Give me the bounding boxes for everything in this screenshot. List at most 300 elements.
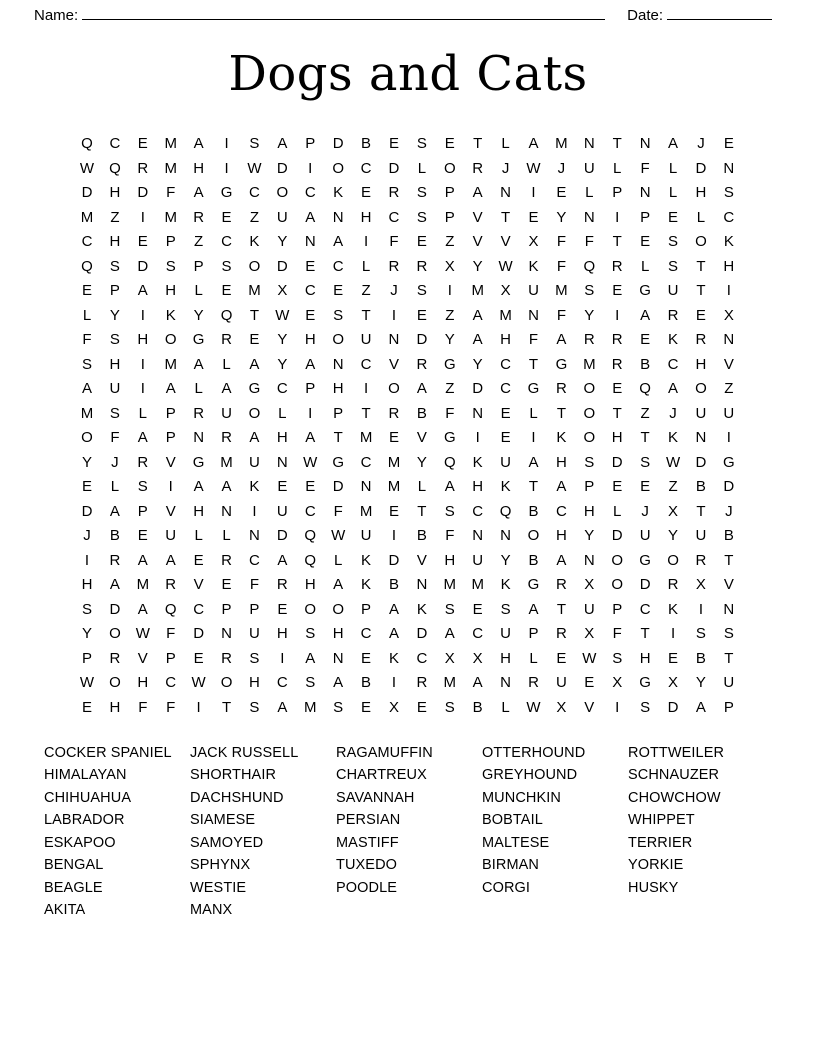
word-list-item[interactable]: CHARTREUX [336, 767, 427, 783]
grid-cell: O [109, 625, 121, 642]
grid-cell: C [500, 380, 512, 397]
word-list-column [336, 742, 482, 922]
grid-row [78, 210, 738, 226]
grid-cell: L [417, 478, 427, 495]
grid-cell: D [695, 453, 707, 471]
grid-cell: M [164, 135, 177, 152]
word-list-column [482, 742, 628, 922]
grid-cell: N [472, 527, 484, 544]
word-list-item[interactable]: BEAGLE [44, 879, 103, 896]
grid-cell: I [615, 208, 620, 226]
word-list-item[interactable]: SAMOYED [190, 834, 264, 851]
grid-cell: X [668, 674, 679, 691]
grid-cell: D [416, 331, 428, 348]
word-list-item[interactable]: PERSIAN [336, 812, 401, 828]
grid-cell: Y [500, 551, 511, 569]
grid-cell: P [81, 649, 92, 667]
grid-cell: H [639, 649, 651, 667]
grid-cell: N [472, 404, 484, 422]
grid-cell: O [109, 674, 121, 691]
grid-cell: I [475, 429, 480, 446]
grid-cell: I [196, 698, 201, 716]
grid-cell: U [555, 674, 567, 691]
grid-cell: P [640, 208, 651, 226]
grid-cell: C [388, 208, 400, 226]
grid-cell: O [695, 380, 707, 397]
grid-cell: Q [304, 551, 317, 569]
grid-cell: E [361, 698, 372, 716]
grid-cell: F [166, 698, 176, 716]
grid-cell: R [695, 551, 707, 569]
grid-cell: W [331, 527, 346, 544]
date-blank-line [667, 6, 772, 20]
grid-cell: F [333, 502, 343, 520]
grid-cell: L [278, 404, 287, 422]
grid-cell: Y [444, 331, 455, 348]
grid-cell: H [276, 429, 288, 446]
grid-cell: A [305, 355, 316, 373]
grid-cell: Y [277, 233, 288, 250]
grid-cell: G [332, 453, 344, 471]
grid-cell: B [472, 698, 483, 716]
grid-cell: S [333, 306, 344, 324]
name-blank-line [82, 6, 605, 20]
grid-cell: Y [668, 527, 679, 544]
grid-cell: R [695, 331, 707, 348]
grid-cell: T [612, 404, 622, 422]
grid-cell: R [193, 404, 205, 422]
grid-cell: A [137, 551, 148, 569]
grid-cell: W [275, 306, 290, 324]
grid-cell: J [669, 404, 677, 422]
grid-cell: A [305, 649, 316, 667]
grid-cell: J [697, 135, 705, 152]
grid-cell: E [333, 282, 344, 299]
grid-row [78, 626, 738, 642]
grid-row [78, 161, 738, 177]
grid-row [78, 553, 738, 569]
grid-cell: U [109, 380, 121, 397]
word-list-item[interactable]: SHORTHAIR [190, 767, 277, 783]
grid-cell: C [667, 355, 679, 373]
grid-cell: T [724, 649, 734, 667]
grid-cell: H [555, 453, 567, 471]
grid-cell: U [723, 404, 735, 422]
grid-cell: T [361, 404, 371, 422]
grid-cell: R [221, 649, 232, 667]
grid-cell: E [249, 331, 260, 348]
grid-cell: S [249, 649, 260, 667]
word-list-item[interactable]: MANX [190, 902, 233, 918]
grid-cell: O [611, 576, 624, 593]
grid-cell: Y [81, 625, 92, 642]
grid-cell: W [79, 674, 95, 691]
grid-cell: A [81, 380, 92, 397]
grid-cell: D [137, 257, 149, 275]
grid-cell: Y [472, 257, 483, 275]
word-list-column [44, 742, 190, 922]
grid-cell: E [416, 233, 427, 250]
grid-cell: S [416, 135, 427, 152]
grid-cell: N [332, 649, 344, 667]
grid-cell: P [137, 502, 148, 520]
grid-cell: W [247, 159, 262, 177]
grid-cell: S [584, 282, 595, 299]
grid-cell: I [224, 135, 229, 152]
grid-cell: F [556, 306, 566, 324]
grid-cell: B [109, 527, 120, 544]
word-list-item[interactable]: MUNCHKIN [482, 789, 561, 806]
grid-cell: M [555, 282, 568, 299]
grid-cell: O [443, 159, 456, 177]
grid-cell: A [528, 600, 539, 618]
grid-cell: I [615, 306, 620, 324]
grid-cell: C [221, 233, 232, 250]
grid-cell: I [615, 698, 620, 716]
grid-cell: C [304, 184, 316, 201]
grid-cell: I [391, 306, 397, 324]
grid-cell: A [556, 551, 567, 569]
grid-cell: L [110, 478, 120, 495]
grid-cell: K [556, 429, 567, 446]
grid-row [78, 234, 738, 250]
grid-cell: I [168, 478, 173, 495]
word-list-item[interactable]: POODLE [336, 879, 398, 896]
grid-cell: A [193, 355, 204, 373]
grid-cell: R [416, 257, 428, 275]
grid-cell: T [417, 502, 427, 520]
grid-cell: A [668, 135, 679, 152]
grid-cell: R [416, 355, 428, 373]
grid-cell: I [531, 184, 536, 201]
grid-cell: S [500, 600, 511, 618]
grid-cell: A [416, 380, 427, 397]
grid-cell: Z [445, 380, 455, 397]
word-list-item[interactable]: RAGAMUFFIN [336, 744, 433, 761]
grid-cell: Q [81, 257, 93, 275]
grid-cell: X [695, 576, 706, 593]
grid-cell: M [583, 355, 596, 373]
grid-cell: O [248, 404, 261, 422]
grid-row [78, 259, 738, 275]
grid-cell: X [584, 625, 595, 642]
word-list-item[interactable]: MASTIFF [336, 834, 399, 851]
grid-cell: L [613, 159, 622, 177]
grid-cell: B [388, 576, 399, 593]
grid-cell: X [472, 649, 483, 667]
grid-cell: G [527, 576, 540, 593]
grid-cell: S [305, 674, 316, 691]
grid-cell: E [137, 135, 148, 152]
grid-cell: R [583, 331, 595, 348]
grid-cell: L [696, 208, 706, 226]
grid-cell: H [276, 625, 288, 642]
word-list-item[interactable]: CHOWCHOW [628, 789, 721, 806]
grid-cell: H [304, 576, 316, 593]
grid-cell: N [639, 135, 651, 152]
grid-cell: R [611, 331, 623, 348]
grid-cell: N [583, 135, 595, 152]
grid-cell: D [611, 527, 623, 544]
grid-cell: X [556, 698, 567, 716]
grid-cell: K [249, 478, 260, 495]
grid-cell: E [221, 282, 232, 299]
grid-cell: F [445, 404, 455, 422]
grid-cell: A [528, 135, 539, 152]
grid-cell: H [611, 429, 623, 446]
grid-cell: V [472, 208, 483, 226]
word-list-item[interactable]: ESKAPOO [44, 834, 116, 851]
grid-cell: D [109, 600, 121, 618]
grid-cell: A [472, 331, 483, 348]
grid-cell: U [360, 527, 372, 544]
grid-cell: M [80, 208, 94, 226]
grid-cell: V [388, 355, 399, 373]
grid-cell: X [444, 257, 455, 275]
grid-cell: N [332, 355, 344, 373]
grid-cell: K [361, 576, 372, 593]
grid-cell: A [305, 208, 316, 226]
grid-cell: A [333, 674, 344, 691]
grid-cell: B [695, 478, 706, 495]
grid-cell: P [305, 380, 316, 397]
word-list-item[interactable]: AKITA [44, 902, 86, 918]
word-list-item[interactable]: BENGAL [44, 857, 104, 873]
grid-cell: T [640, 429, 650, 446]
grid-cell: B [640, 355, 651, 373]
grid-cell: F [556, 233, 566, 250]
word-list-item[interactable]: WHIPPET [628, 812, 695, 828]
grid-cell: R [528, 674, 539, 691]
header [0, 0, 816, 24]
grid-cell: S [668, 257, 679, 275]
word-list-item[interactable]: BOBTAIL [482, 812, 543, 828]
grid-cell: D [472, 380, 484, 397]
grid-cell: W [303, 453, 318, 471]
word-list-item[interactable]: ROTTWEILER [628, 744, 725, 761]
grid-cell: N [583, 551, 595, 569]
grid-cell: I [698, 600, 704, 618]
grid-cell: T [528, 355, 539, 373]
grid-cell: F [249, 576, 260, 593]
grid-cell: E [556, 649, 567, 667]
grid-cell: U [276, 502, 288, 520]
grid-cell: S [416, 208, 427, 226]
grid-cell: H [165, 282, 177, 299]
grid-cell: I [391, 674, 397, 691]
grid-cell: R [388, 257, 400, 275]
grid-cell: I [252, 502, 257, 520]
grid-cell: A [277, 698, 288, 716]
word-list-item[interactable]: HIMALAYAN [44, 767, 127, 783]
grid-cell: R [667, 306, 679, 324]
grid-cell: E [500, 429, 511, 446]
grid-cell: H [193, 159, 205, 177]
word-list-item[interactable]: TERRIER [628, 834, 693, 851]
grid-cell: I [308, 159, 313, 177]
grid-cell: Q [639, 380, 651, 397]
grid-cell: K [500, 576, 511, 593]
grid-cell: K [165, 306, 176, 324]
grid-cell: R [611, 355, 623, 373]
grid-cell: E [305, 306, 316, 324]
grid-cell: J [111, 453, 119, 471]
grid-cell: D [723, 478, 735, 495]
word-list-item[interactable]: SIAMESE [190, 812, 256, 828]
grid-cell: E [388, 135, 399, 152]
grid-cell: A [305, 429, 316, 446]
grid-cell: H [500, 331, 512, 348]
word-list-item[interactable]: CORGI [482, 879, 531, 896]
grid-cell: O [583, 380, 596, 397]
grid-cell: U [639, 527, 651, 544]
grid-cell: S [416, 184, 427, 201]
grid-cell: S [695, 625, 706, 642]
grid-cell: Y [695, 674, 706, 691]
word-list-item[interactable]: OTTERHOUND [482, 744, 586, 761]
grid-cell: F [556, 257, 566, 275]
grid-cell: Z [724, 380, 734, 397]
word-list-item[interactable]: SPHYNX [190, 857, 251, 873]
grid-cell: C [723, 208, 735, 226]
word-list-item[interactable]: MALTESE [482, 834, 550, 851]
grid-cell: O [332, 331, 344, 348]
grid-cell: I [363, 380, 369, 397]
grid-row [78, 528, 738, 544]
grid-cell: Q [304, 527, 317, 544]
grid-cell: E [193, 649, 204, 667]
grid-cell: C [416, 649, 428, 667]
grid-cell: X [584, 576, 595, 593]
grid-cell: J [557, 159, 566, 177]
grid-cell: M [471, 576, 484, 593]
grid-row [78, 577, 738, 593]
grid-cell: T [696, 257, 706, 275]
grid-cell: U [249, 625, 260, 642]
grid-cell: S [305, 625, 316, 642]
word-list-item[interactable]: SAVANNAH [336, 789, 415, 806]
grid-cell: F [82, 331, 92, 348]
grid-cell: O [583, 404, 596, 422]
grid-cell: M [471, 282, 484, 299]
grid-cell: T [361, 306, 371, 324]
grid-cell: L [361, 257, 371, 275]
grid-cell: C [304, 282, 316, 299]
grid-cell: H [193, 502, 205, 520]
grid-cell: V [500, 233, 511, 250]
grid-cell: R [193, 208, 205, 226]
grid-cell: O [276, 184, 289, 201]
grid-cell: H [304, 331, 316, 348]
grid-cell: D [276, 159, 288, 177]
grid-cell: Z [194, 233, 204, 250]
word-list-item[interactable]: GREYHOUND [482, 767, 578, 783]
grid-cell: T [528, 478, 539, 495]
word-list-item[interactable]: DACHSHUND [190, 789, 284, 806]
grid-cell: C [249, 551, 260, 569]
grid-cell: H [695, 355, 707, 373]
grid-cell: V [416, 551, 427, 569]
grid-cell: Q [220, 306, 233, 324]
grid-cell: K [249, 233, 260, 250]
grid-cell: L [222, 527, 231, 544]
grid-cell: T [724, 551, 734, 569]
word-list-item[interactable]: LABRADOR [44, 812, 125, 828]
grid-cell: L [668, 184, 678, 201]
grid-cell: I [224, 159, 229, 177]
grid-cell: U [249, 453, 260, 471]
grid-cell: S [668, 233, 679, 250]
grid-cell: P [444, 184, 455, 201]
word-list-item[interactable]: CHIHUAHUA [44, 789, 132, 806]
grid-cell: D [639, 576, 651, 593]
grid-cell: G [192, 331, 205, 348]
grid-cell: D [81, 184, 93, 201]
grid-cell: D [611, 453, 623, 471]
grid-cell: U [528, 282, 539, 299]
grid-cell: H [472, 478, 484, 495]
grid-cell: P [109, 282, 120, 299]
word-list-item[interactable]: WESTIE [190, 879, 247, 896]
grid-cell: A [640, 306, 651, 324]
grid-cell: W [582, 649, 597, 667]
grid-cell: P [221, 600, 232, 618]
word-list-item[interactable]: SCHNAUZER [628, 767, 720, 783]
grid-cell: M [359, 502, 373, 520]
grid-cell: L [668, 159, 678, 177]
grid-cell: R [137, 159, 149, 177]
grid-cell: J [501, 159, 510, 177]
grid-cell: I [308, 404, 313, 422]
grid-cell: H [332, 625, 344, 642]
grid-cell: I [447, 282, 452, 299]
word-list-item[interactable]: COCKER SPANIEL [44, 744, 172, 761]
grid-cell: U [583, 600, 595, 618]
word-list-item[interactable]: BIRMAN [482, 857, 539, 873]
grid-cell: H [109, 355, 121, 373]
grid-cell: S [333, 698, 344, 716]
grid-cell: J [390, 282, 398, 299]
grid-cell: F [584, 233, 594, 250]
word-list-item[interactable]: JACK RUSSELL [190, 744, 299, 761]
grid-cell: F [389, 233, 399, 250]
word-list-item[interactable]: TUXEDO [336, 857, 398, 873]
grid-cell: E [668, 649, 679, 667]
grid-row [78, 308, 738, 324]
grid-cell: H [583, 502, 595, 520]
grid-cell: M [164, 355, 177, 373]
grid-cell: A [137, 282, 148, 299]
grid-row [78, 283, 738, 299]
grid-cell: E [528, 208, 539, 226]
grid-cell: P [723, 698, 734, 716]
grid-cell: H [444, 551, 456, 569]
grid-cell: S [109, 404, 120, 422]
grid-cell: D [416, 625, 428, 642]
grid-cell: G [639, 282, 651, 299]
word-list-item[interactable]: YORKIE [628, 857, 684, 873]
grid-cell: U [500, 625, 512, 642]
word-list-item[interactable]: HUSKY [628, 879, 679, 896]
grid-cell: L [585, 184, 594, 201]
grid-cell: C [639, 600, 651, 618]
grid-cell: Z [110, 208, 120, 226]
grid-cell: E [695, 306, 706, 324]
grid-cell: Q [81, 135, 93, 152]
grid-cell: K [388, 649, 399, 667]
grid-cell: R [667, 576, 679, 593]
grid-cell: Y [109, 306, 120, 324]
